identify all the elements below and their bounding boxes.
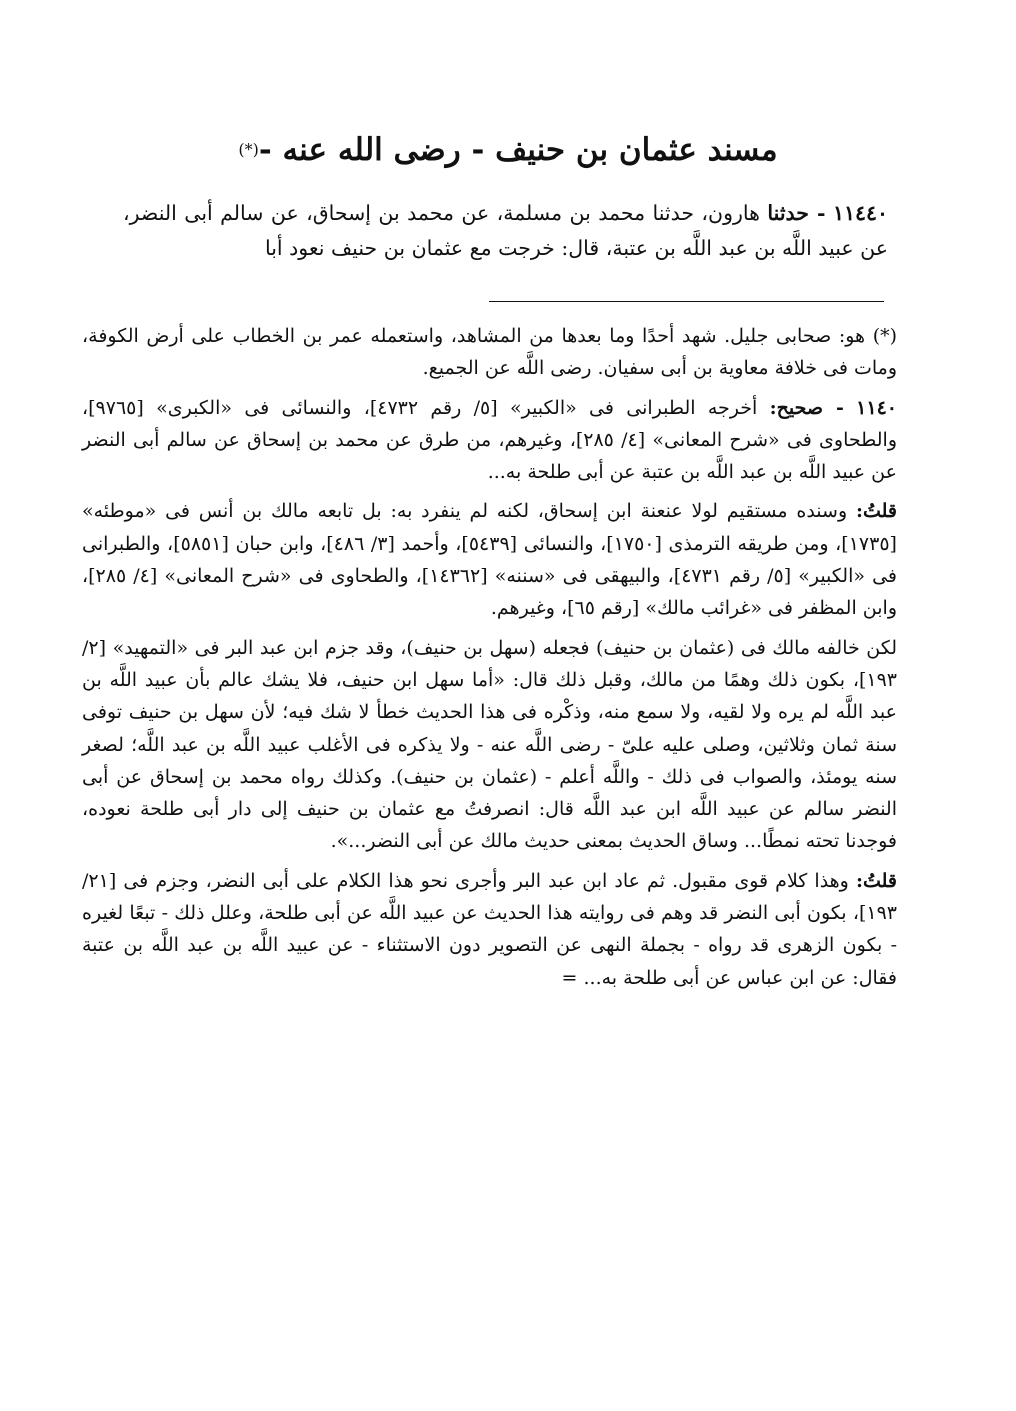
- footnote-qultu-2: [82, 865, 897, 994]
- qultu-text-1: وسنده مستقيم لولا عنعنة ابن إسحاق، لكنه لم ينفرد به: بل تابعه مالك بن أنس فى «موطئه» [١٧٣٥]، ومن طريقه الترمذى [١٧٥٠]، والنسائى [٥٤٣٩]، وأحمد [٣/ ٤٨٦]، وابن حبان [٥٨٥١]، والطبرانى فى «الكبير» [٥/ رقم ٤٧٣١]، والبيهقى فى «سننه» [١٤٣٦٢]، والطحاوى فى «شرح المعانى» [٤/ ٢٨٥]، وابن المظفر فى «غرائب مالك» [رقم ٦٥]، وغيرهم.: [82, 500, 897, 620]
- footnote-lakin: [82, 632, 897, 858]
- qultu-lead-1: قلتُ:: [855, 500, 897, 523]
- title-text: مسند عثمان بن حنيف - رضى الله عنه -: [258, 132, 778, 168]
- hadith-text: ١١٤٤٠ - حدثنا هارون، حدثنا محمد بن مسلمة، عن محمد بن إسحاق، عن سالم أبى النضر، عن عبيد اللَّه بن عبد اللَّه بن عتبة، قال: خرجت مع عثمان بن حنيف نعود أبا: [123, 201, 888, 260]
- page-title: [120, 128, 896, 172]
- footnote-marker: (*): [872, 325, 898, 347]
- title-footnote-marker: (*): [238, 140, 259, 159]
- hadith-body: هارون، حدثنا محمد بن مسلمة، عن محمد بن إسحاق، عن سالم أبى النضر، عن عبيد اللَّه بن عبد اللَّه بن عتبة، قال: خرجت مع عثمان بن حنيف نعود أبا: [123, 201, 888, 260]
- takhrij-grade: صحيح:: [769, 396, 824, 419]
- footnote-biography-text: هو: صحابى جليل. شهد أحدًا وما بعدها من المشاهد، واستعمله عمر بن الخطاب على أرض الكوفة، ومات فى خلافة معاوية بن أبى سفيان. رضى اللَّه عن الجميع.: [82, 325, 897, 380]
- qultu-lead-2: قلتُ:: [855, 869, 898, 892]
- qultu-text-2: وهذا كلام قوى مقبول. ثم عاد ابن عبد البر وأجرى نحو هذا الكلام على أبى النضر، وجزم فى [٢١/ ١٩٣]، بكون أبى النضر قد وهم فى روايته هذا الحديث عن عبيد اللَّه عن أبى طلحة، وعلل ذلك - تبعًا لغيره - بكون الزهرى قد رواه - بجملة النهى عن التصوير دون الاستثناء - عن عبيد اللَّه بن عبد اللَّه بن عتبة فقال: عن ابن عباس عن أبى طلحة به... =: [82, 869, 897, 989]
- footnotes: [82, 320, 897, 1001]
- footnote-separator: [489, 301, 884, 302]
- takhrij-number: ١١٤٠: [856, 396, 897, 419]
- lakin-text: لكن خالفه مالك فى (عثمان بن حنيف) فجعله (سهل بن حنيف)، وقد جزم ابن عبد البر فى «التمهيد» [٢/ ١٩٣]، بكون ذلك وهمًا من مالك، وقبل ذلك قال: «أما سهل ابن حنيف، فلا يشك عالم بأن عبيد اللَّه بن عبد اللَّه لم يره ولا لقيه، ولا سمع منه، وذكْره فى هذا الحديث خطأ لا شك فيه؛ لأن سهل بن حنيف توفى سنة ثمان وثلاثين، وصلى عليه علىّ - رضى اللَّه عنه - ولا يذكره فى الأغلب عبيد اللَّه بن عبد اللَّه؛ لصغر سنه يومئذ، والصواب فى ذلك - واللَّه أعلم - (عثمان بن حنيف). وكذلك رواه محمد بن إسحاق عن أبى النضر سالم عن عبيد اللَّه ابن عبد اللَّه قال: انصرفتُ مع عثمان بن حنيف إلى دار أبى طلحة نعوده، فوجدنا تحته نمطًا... وساق الحديث بمعنى حديث مالك عن أبى النضر...».: [82, 636, 897, 853]
- footnote-takhrij: ١١٤٠ - صحيح: أخرجه الطبرانى فى «الكبير» [٥/ رقم ٤٧٣٢]، والنسائى فى «الكبرى» [٩٧٦٥]، والطحاوى فى «شرح المعانى» [٤/ ٢٨٥]، وغيرهم، من طرق عن محمد بن إسحاق عن سالم أبى النضر عن عبيد اللَّه بن عبد اللَّه بن عتبة عن أبى طلحة به...: [82, 396, 897, 484]
- hadith-narration-prefix: حدثنا: [767, 201, 809, 225]
- footnote-biography: [82, 320, 897, 385]
- footnote-qultu-1: [82, 495, 897, 624]
- takhrij-text: أخرجه الطبرانى فى «الكبير» [٥/ رقم ٤٧٣٢]، والنسائى فى «الكبرى» [٩٧٦٥]، والطحاوى فى «شرح المعانى» [٤/ ٢٨٥]، وغيرهم، من طرق عن محمد بن إسحاق عن سالم أبى النضر عن عبيد اللَّه بن عبد اللَّه بن عتبة عن أبى طلحة به...: [82, 396, 897, 484]
- hadith-number: ١١٤٤٠: [832, 201, 888, 225]
